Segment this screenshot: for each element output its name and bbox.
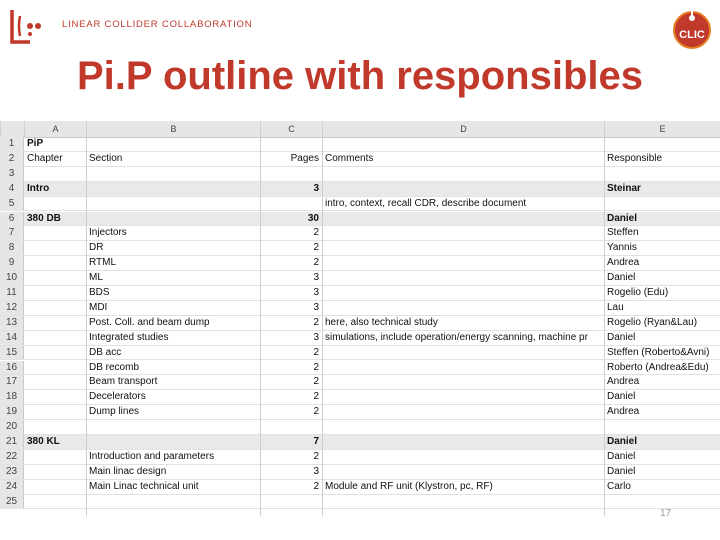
cell-d[interactable] [322,465,604,479]
svg-text:CLIC: CLIC [679,29,705,41]
cell-e[interactable]: Steinar [607,182,641,194]
cell-e[interactable]: Steffen [607,227,639,239]
row-number[interactable]: 24 [0,480,24,494]
table-row [0,286,720,301]
cell-a[interactable]: Chapter [27,152,63,164]
cell-e[interactable]: Andrea [607,406,640,418]
cell-d[interactable] [322,301,604,315]
cell-d[interactable] [322,137,604,151]
organization-name: LINEAR COLLIDER COLLABORATION [62,19,253,30]
cell-e[interactable]: Daniel [607,436,638,447]
table-row [0,301,720,316]
cell-b[interactable]: Section [89,152,123,164]
cell-d[interactable] [322,390,604,404]
cell-a[interactable] [24,241,86,255]
cell-a[interactable] [24,331,86,345]
row-number[interactable]: 16 [0,361,24,375]
lcc-logo-icon [8,8,44,46]
row-number[interactable]: 20 [0,420,24,434]
table-row [0,420,720,435]
row-number[interactable]: 25 [0,495,24,509]
cell-e[interactable]: Yannis [607,242,637,254]
column-header-c[interactable]: C [260,121,322,137]
table-row [0,182,720,197]
table-row [0,316,720,331]
cell-b[interactable]: Main linac design [89,465,167,477]
cell-d[interactable] [322,420,604,434]
cell-b[interactable]: ML [89,272,103,284]
row-number[interactable]: 12 [0,301,24,315]
table-row [0,256,720,271]
cell-e[interactable]: Daniel [607,391,636,403]
cell-b[interactable] [86,167,260,181]
cell-a[interactable] [24,271,86,285]
cell-c[interactable]: 3 [313,287,319,298]
column-header-d[interactable]: D [322,121,604,137]
cell-e[interactable]: Lau [607,301,624,313]
row-number[interactable]: 23 [0,465,24,479]
cell-d[interactable]: intro, context, recall CDR, describe document [325,197,527,209]
cell-e[interactable]: Steffen (Roberto&Avni) [607,346,710,358]
cell-c[interactable]: 2 [313,391,319,403]
cell-b[interactable]: Main Linac technical unit [89,480,199,492]
cell-a[interactable] [24,226,86,240]
cell-b[interactable]: MDI [89,301,108,313]
page-number: 17 [660,508,672,519]
table-row [0,241,720,256]
cell-d[interactable] [322,271,604,285]
table-row [0,137,720,152]
row-number[interactable]: 18 [0,390,24,404]
cell-e[interactable]: Daniel [607,450,636,462]
cell-a[interactable] [24,390,86,404]
cell-d[interactable] [322,405,604,419]
table-row [0,197,720,212]
grid-line [86,137,87,516]
table-row [0,226,720,241]
cell-e[interactable] [604,420,720,434]
cell-d[interactable] [322,495,604,509]
cell-c[interactable]: 2 [313,480,319,492]
cell-c[interactable] [260,167,322,181]
cell-b[interactable]: Post. Coll. and beam dump [89,316,210,328]
cell-d[interactable]: simulations, include operation/energy scanning, machine pr [325,331,588,343]
cell-e[interactable]: Rogelio (Edu) [607,287,669,298]
cell-b[interactable] [86,137,260,151]
row-number[interactable]: 13 [0,316,24,330]
cell-b[interactable]: Beam transport [89,376,158,388]
row-number[interactable]: 10 [0,271,24,285]
grid-line [322,137,323,516]
clic-logo-icon [672,8,712,50]
cell-c[interactable]: Pages [290,152,319,164]
cell-c[interactable] [260,197,322,211]
cell-d[interactable] [322,435,604,449]
table-row [0,167,720,182]
cell-c[interactable]: 3 [313,301,319,313]
column-header-a[interactable]: A [24,121,86,137]
cell-a[interactable] [24,346,86,360]
cell-d[interactable] [322,167,604,181]
row-number[interactable]: 11 [0,286,24,300]
cell-b[interactable]: DB acc [89,346,122,358]
row-number[interactable]: 19 [0,405,24,419]
row-number[interactable]: 9 [0,256,24,270]
table-row [0,465,720,480]
table-row [0,271,720,286]
cell-b[interactable]: Dump lines [89,406,140,418]
cell-a[interactable] [24,197,86,211]
cell-c[interactable]: 3 [313,331,319,343]
cell-c[interactable] [260,495,322,509]
cell-c[interactable]: 2 [313,242,319,254]
spreadsheet [0,121,720,516]
cell-d[interactable] [322,241,604,255]
cell-a[interactable] [24,361,86,375]
cell-a[interactable] [24,480,86,494]
row-number[interactable]: 21 [0,435,24,449]
cell-d[interactable] [322,286,604,300]
page-title: Pi.P outline with responsibles [76,54,644,98]
cell-a[interactable]: PiP [27,138,44,149]
cell-b[interactable] [86,197,260,211]
cell-d[interactable] [322,375,604,389]
cell-b[interactable]: DB recomb [89,361,140,373]
cell-c[interactable]: 2 [313,406,319,418]
cell-d[interactable] [322,226,604,240]
row-number[interactable]: 4 [0,182,24,196]
cell-c[interactable]: 2 [313,346,319,358]
cell-d[interactable] [322,212,604,226]
cell-b[interactable]: RTML [89,257,117,269]
cell-e[interactable]: Daniel [607,212,638,224]
cell-a[interactable] [24,375,86,389]
cell-e[interactable] [604,197,720,211]
cell-e[interactable]: Responsible [607,152,663,164]
table-row [0,361,720,376]
cell-d[interactable] [322,346,604,360]
cell-b[interactable] [86,435,260,449]
cell-a[interactable] [24,256,86,270]
cell-b[interactable] [86,182,260,196]
cell-e[interactable]: Andrea [607,376,640,388]
cell-a[interactable] [24,405,86,419]
cell-e[interactable]: Roberto (Andrea&Edu) [607,361,709,373]
cell-d[interactable] [322,256,604,270]
cell-e[interactable]: Carlo [607,480,631,492]
cell-d[interactable]: Comments [325,152,374,164]
row-number[interactable]: 6 [0,212,24,226]
cell-e[interactable] [604,167,720,181]
cell-e[interactable] [604,137,720,151]
table-row [0,495,720,510]
cell-a[interactable]: 380 KL [27,436,60,447]
table-row [0,346,720,361]
table-row [0,480,720,495]
cell-a[interactable]: Intro [27,182,50,194]
table-row [0,212,720,227]
grid-line [260,137,261,516]
cell-a[interactable] [24,301,86,315]
cell-b[interactable]: DR [89,242,104,254]
cell-b[interactable]: BDS [89,287,110,298]
cell-a[interactable] [24,316,86,330]
cell-c[interactable]: 7 [313,436,319,447]
grid-line [604,137,605,516]
cell-b[interactable]: Decelerators [89,391,146,403]
cell-a[interactable]: 380 DB [27,212,61,224]
cell-b[interactable]: Integrated studies [89,331,169,343]
cell-c[interactable]: 2 [313,376,319,388]
cell-a[interactable] [24,420,86,434]
cell-e[interactable]: Daniel [607,465,636,477]
cell-a[interactable] [24,495,86,509]
row-number[interactable]: 5 [0,197,24,211]
cell-e[interactable]: Andrea [607,257,640,269]
cell-b[interactable] [86,212,260,226]
row-number[interactable]: 17 [0,375,24,389]
column-header-b[interactable]: B [86,121,260,137]
cell-c[interactable]: 2 [313,227,319,239]
cell-b[interactable] [86,495,260,509]
table-row [0,390,720,405]
table-row [0,331,720,346]
cell-c[interactable]: 3 [313,182,319,194]
cell-c[interactable]: 2 [313,361,319,373]
cell-c[interactable]: 2 [313,316,319,328]
cell-c[interactable]: 2 [313,257,319,269]
cell-d[interactable] [322,182,604,196]
table-row [0,435,720,450]
cell-b[interactable]: Injectors [89,227,127,239]
cell-a[interactable] [24,167,86,181]
cell-c[interactable]: 2 [313,450,319,462]
cell-e[interactable]: Daniel [607,272,636,284]
row-number[interactable]: 3 [0,167,24,181]
row-number[interactable]: 8 [0,241,24,255]
cell-c[interactable]: 3 [313,272,319,284]
cell-e[interactable]: Rogelio (Ryan&Lau) [607,316,698,328]
cell-c[interactable] [260,420,322,434]
cell-d[interactable]: here, also technical study [325,316,438,328]
table-row [0,450,720,465]
cell-e[interactable]: Daniel [607,331,636,343]
row-number[interactable]: 15 [0,346,24,360]
cell-b[interactable]: Introduction and parameters [89,450,215,462]
select-all-corner[interactable] [0,121,24,137]
cell-e[interactable] [604,495,720,509]
cell-b[interactable] [86,420,260,434]
row-number[interactable]: 22 [0,450,24,464]
row-number[interactable]: 14 [0,331,24,345]
table-row [0,152,720,167]
cell-a[interactable] [24,450,86,464]
cell-d[interactable] [322,450,604,464]
cell-c[interactable]: 3 [313,465,319,477]
table-row [0,405,720,420]
cell-d[interactable] [322,361,604,375]
cell-c[interactable] [260,137,322,151]
row-number[interactable]: 1 [0,137,24,151]
row-number[interactable]: 2 [0,152,24,166]
cell-c[interactable]: 30 [307,212,319,224]
cell-d[interactable]: Module and RF unit (Klystron, pc, RF) [325,480,493,492]
column-header-bar [0,121,720,138]
table-row [0,375,720,390]
column-header-e[interactable]: E [604,121,720,137]
cell-a[interactable] [24,286,86,300]
row-number[interactable]: 7 [0,226,24,240]
cell-a[interactable] [24,465,86,479]
